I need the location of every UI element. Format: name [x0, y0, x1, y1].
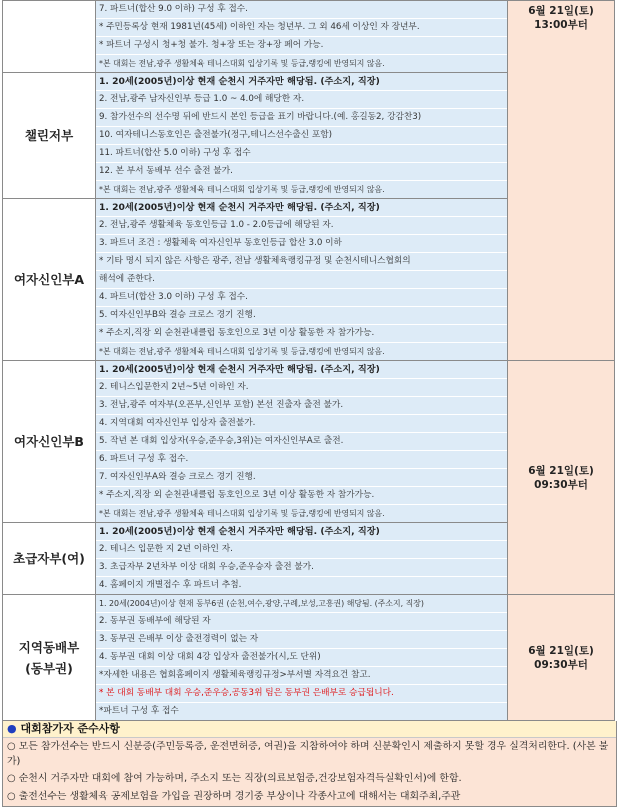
rule-line: *자세한 내용은 협회홈페이지 생활체육랭킹규정>부서별 자격요건 참고. [96, 667, 507, 685]
rule-line: 3. 초급자부 2년차부 이상 대회 우승,준우승자 출전 불가. [96, 559, 507, 577]
rule-line: 해석에 준한다. [96, 271, 507, 289]
participant-notice [2, 721, 617, 807]
rule-line: 1. 20세(2005년)이상 현재 순천시 거주자만 해당됨. (주소지, 직장) [96, 199, 507, 217]
rule-line: 2. 테니스 입문한 지 2년 이하인 자. [96, 541, 507, 559]
bullet-dot-icon: ● [7, 722, 17, 735]
rule-line: 1. 20세(2005년)이상 현재 순천시 거주자만 해당됨. (주소지, 직장) [96, 73, 507, 91]
division-name: 여자신인부A [3, 199, 96, 361]
division-name [3, 1, 96, 73]
schedule-date: 6월 21일(토) 09:30부터 [508, 595, 615, 721]
division-rules [96, 361, 508, 523]
rule-line: *파트너 구성 후 접수 [96, 703, 507, 720]
rule-line: 7. 파트너(합산 9.0 이하) 구성 후 접수. [96, 1, 507, 19]
rule-line: 10. 여자테니스동호인은 출전불가(정구,테니스선수출신 포함) [96, 127, 507, 145]
rule-line: 1. 20세(2004년)이상 현재 동부6권 (순천,여수,광양,구례,보성,고흥권) 해당됨. (주소지, 직장) [96, 595, 507, 613]
rule-line: *본 대회는 전남,광주 생활체육 테니스대회 입상기록 및 등급,랭킹에 반영되지 않음. [96, 505, 507, 522]
rule-line: 3. 파트너 조건 : 생활체육 여자신인부 동호인등급 합산 3.0 이하 [96, 235, 507, 253]
rule-line: 3. 전남,광주 여자부(오픈부,신인부 포함) 본선 진출자 출전 불가. [96, 397, 507, 415]
rule-line: 6. 파트너 구성 후 접수. [96, 451, 507, 469]
rule-line: 5. 작년 본 대회 입상자(우승,준우승,3위)는 여자신인부A로 출전. [96, 433, 507, 451]
rule-line: 2. 전남,광주 생활체육 동호인등급 1.0 - 2.0등급에 해당된 자. [96, 217, 507, 235]
rule-line: 5. 여자신인부B와 결승 크로스 경기 진행. [96, 307, 507, 325]
schedule-date: 6월 21일(토) 13:00부터 [508, 1, 615, 361]
notice-item: ○ 출전선수는 생활체육 공제보험을 가입을 권장하며 경기중 부상이나 각종사고에 대해서는 대회주최,주관 [7, 791, 461, 802]
rule-line: * 주소지,직장 외 순천관내클럽 동호인으로 3년 이상 활동한 자 참가가능. [96, 325, 507, 343]
rule-line: 2. 테니스입문한지 2년~5년 이하인 자. [96, 379, 507, 397]
division-name: 여자신인부B [3, 361, 96, 523]
division-name: 지역동배부 (동부권) [3, 595, 96, 721]
schedule-date: 6월 21일(토) 09:30부터 [508, 361, 615, 595]
division-rules-table [2, 0, 615, 721]
division-row [3, 595, 615, 721]
rule-line: *본 대회는 전남,광주 생활체육 테니스대회 입상기록 및 등급,랭킹에 반영되지 않음. [96, 181, 507, 198]
division-row [3, 361, 615, 523]
rule-line: 2. 동부권 동배부에 해당된 자 [96, 613, 507, 631]
rule-line: * 기타 명시 되지 않은 사항은 광주, 전남 생활체육랭킹규정 및 순천시테니스협회의 [96, 253, 507, 271]
rule-line: 4. 지역대회 여자신인부 입상자 출전불가. [96, 415, 507, 433]
notice-item: ○ 모든 참가선수는 반드시 신분증(주민등록증, 운전면허증, 여권)을 지참하여야 하며 신분확인시 제출하지 못할 경우 실격처리한다. (사본 불가) [7, 741, 609, 767]
notice-item: ○ 순천시 거주자만 대회에 참여 가능하며, 주소지 또는 직장(의료보험증,건강보험자격득실확인서)에 한함. [7, 773, 462, 784]
rule-line: 3. 동부권 은배부 이상 출전경력이 없는 자 [96, 631, 507, 649]
rule-line: 4. 홈페이지 개별접수 후 파트너 추첨. [96, 577, 507, 594]
division-rules [96, 595, 508, 721]
rule-line: *본 대회는 전남,광주 생활체육 테니스대회 입상기록 및 등급,랭킹에 반영되지 않음. [96, 55, 507, 72]
rule-line: * 본 대회 동배부 대회 우승,준우승,공동3위 팀은 동부권 은배부로 승급됩니다. [96, 685, 507, 703]
division-rules [96, 199, 508, 361]
rule-line: 9. 참가선수의 선수명 뒤에 반드시 본인 등급을 표기 바랍니다.(예. 홍길동2, 강감찬3) [96, 109, 507, 127]
rule-line: 12. 본 부서 동배부 선수 출전 불가. [96, 163, 507, 181]
division-name: 초급자부(여) [3, 523, 96, 595]
division-row [3, 1, 615, 73]
rule-line: 2. 전남,광주 남자신인부 등급 1.0 ~ 4.0에 해당한 자. [96, 91, 507, 109]
rule-line: * 주민등록상 현재 1981년(45세) 이하인 자는 청년부. 그 외 46세 이상인 자 장년부. [96, 19, 507, 37]
notice-heading [3, 721, 616, 738]
division-rules [96, 523, 508, 595]
division-rules [96, 73, 508, 199]
rule-line: *본 대회는 전남,광주 생활체육 테니스대회 입상기록 및 등급,랭킹에 반영되지 않음. [96, 343, 507, 360]
rule-line: * 파트너 구성시 청+청 불가. 청+장 또는 장+장 페어 가능. [96, 37, 507, 55]
rule-line: 1. 20세(2005년)이상 현재 순천시 거주자만 해당됨. (주소지, 직장) [96, 523, 507, 541]
rule-line: 11. 파트너(합산 5.0 이하) 구성 후 접수 [96, 145, 507, 163]
rule-line: 7. 여자신인부A와 결승 크로스 경기 진행. [96, 469, 507, 487]
rule-line: 1. 20세(2005년)이상 현재 순천시 거주자만 해당됨. (주소지, 직장) [96, 361, 507, 379]
division-rules [96, 1, 508, 73]
rule-line: * 주소지,직장 외 순천관내클럽 동호인으로 3년 이상 활동한 자 참가가능. [96, 487, 507, 505]
division-name: 챌린저부 [3, 73, 96, 199]
rule-line: 4. 동부권 대회 이상 대회 4강 입상자 출전불가(시,도 단위) [96, 649, 507, 667]
rule-line: 4. 파트너(합산 3.0 이하) 구성 후 접수. [96, 289, 507, 307]
notice-title: 대회참가자 준수사항 [20, 722, 120, 735]
